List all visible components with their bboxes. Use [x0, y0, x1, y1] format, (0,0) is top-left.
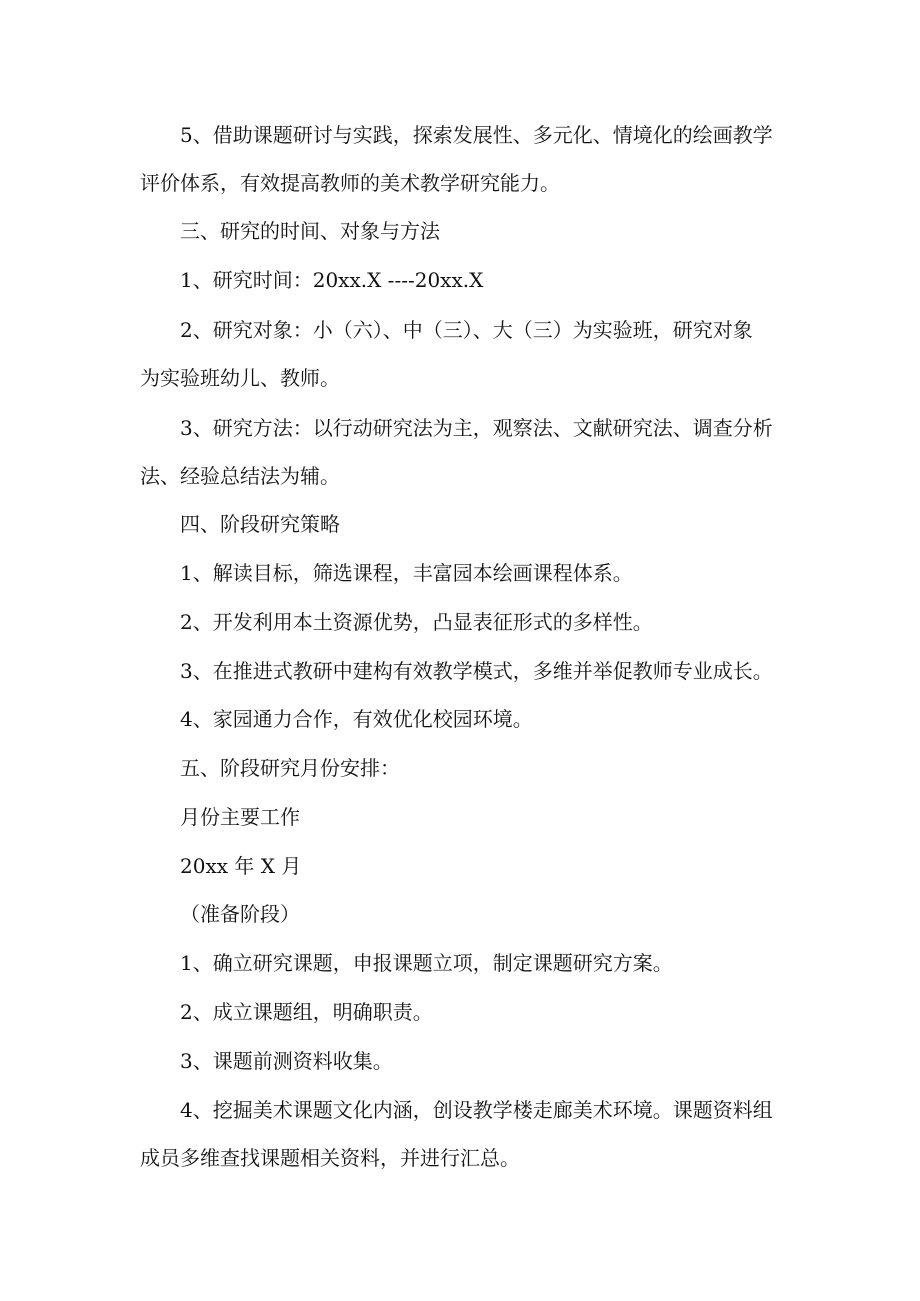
paragraph-line: 2、研究对象：小（六）、中（三）、大（三）为实验班，研究对象: [180, 318, 753, 342]
schedule-task-4: [140, 1086, 790, 1182]
schedule-phase: （准备阶段）: [180, 902, 300, 926]
paragraph-line: 法、经验总结法为辅。: [140, 464, 340, 488]
schedule-task-1: 1、确立研究课题，申报课题立项，制定课题研究方案。: [180, 951, 673, 975]
paragraph-research-methods: [140, 404, 790, 500]
schedule-task-2: 2、成立课题组，明确职责。: [180, 1000, 433, 1024]
paragraph-line: 评价体系，有效提高教师的美术教学研究能力。: [140, 171, 560, 195]
paragraph-line: 成员多维查找课题相关资料，并进行汇总。: [140, 1146, 520, 1170]
section-heading-5: 五、阶段研究月份安排：: [180, 756, 400, 780]
section-heading-4: 四、阶段研究策略: [180, 512, 340, 536]
schedule-header: 月份主要工作: [180, 805, 300, 829]
section-heading-3: 三、研究的时间、对象与方法: [180, 219, 440, 243]
paragraph-line: 3、研究方法：以行动研究法为主，观察法、文献研究法、调查分析: [180, 416, 773, 440]
paragraph-research-time: 1、研究时间：20xx.X ----20xx.X: [180, 268, 484, 292]
schedule-task-3: 3、课题前测资料收集。: [180, 1049, 393, 1073]
paragraph-goal-5: [140, 111, 790, 207]
paragraph-strategy-4: 4、家园通力合作，有效优化校园环境。: [180, 707, 533, 731]
paragraph-strategy-3: 3、在推进式教研中建构有效教学模式，多维并举促教师专业成长。: [180, 659, 773, 683]
paragraph-strategy-1: 1、解读目标，筛选课程，丰富园本绘画课程体系。: [180, 561, 633, 585]
paragraph-line: 4、挖掘美术课题文化内涵，创设教学楼走廊美术环境。课题资料组: [180, 1098, 773, 1122]
schedule-month: 20xx 年 X 月: [180, 854, 302, 878]
paragraph-strategy-2: 2、开发利用本土资源优势，凸显表征形式的多样性。: [180, 610, 653, 634]
paragraph-line: 5、借助课题研讨与实践，探索发展性、多元化、情境化的绘画教学: [180, 123, 773, 147]
paragraph-research-subjects: [140, 306, 790, 402]
paragraph-line: 为实验班幼儿、教师。: [140, 366, 340, 390]
